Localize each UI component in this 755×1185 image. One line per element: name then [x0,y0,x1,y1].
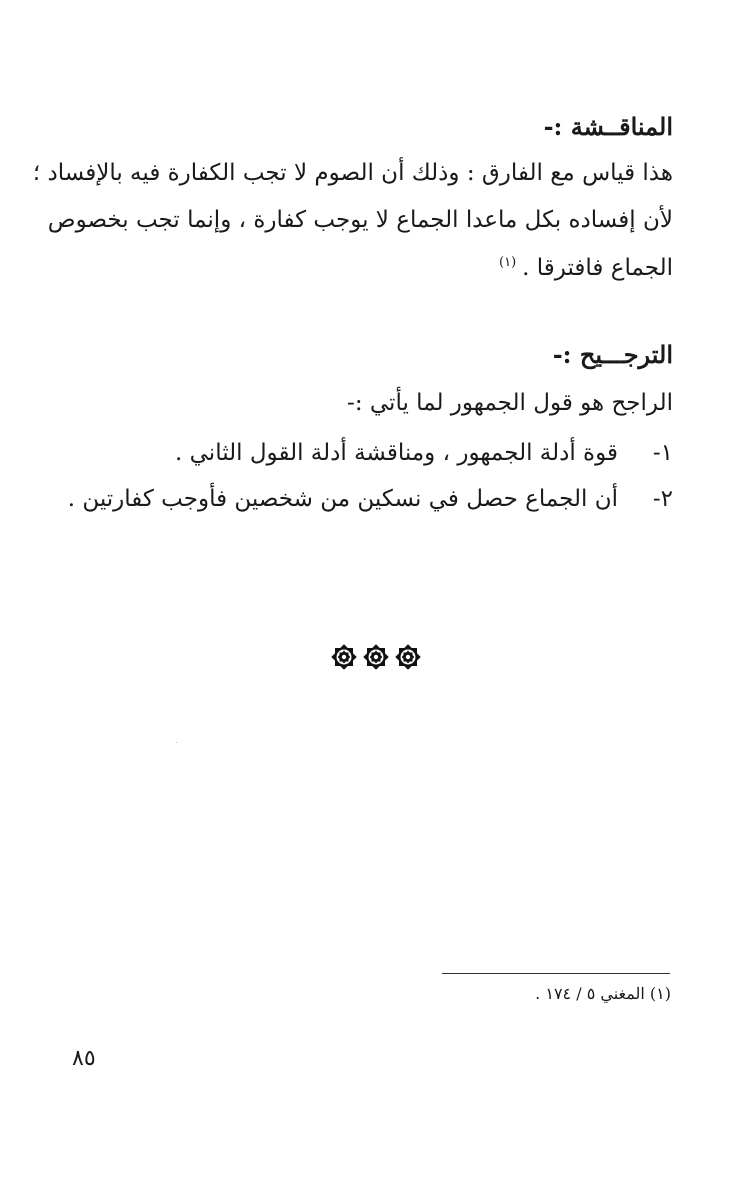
discussion-line-1: هذا قياس مع الفارق : وذلك أن الصوم لا تجب الكفارة فيه بالإفساد ؛ [32,160,673,186]
preference-item-1 [175,440,673,466]
discussion-line-2: لأن إفساده بكل ماعدا الجماع لا يوجب كفارة ، وإنما تجب بخصوص [47,207,673,233]
preference-item-2-text: أن الجماع حصل في نسكين من شخصين فأوجب كفارتين . [67,486,618,512]
preference-heading: الترجـــيح :- [552,340,673,369]
preference-item-1-text: قوة أدلة الجمهور ، ومناقشة أدلة القول الثاني . [175,440,618,466]
section-separator [330,640,422,674]
footnote-rule [442,973,670,974]
discussion-line-3-text: الجماع فافترقا . [522,255,673,281]
discussion-heading: المناقــشة :- [543,112,673,141]
footnote-text: (١) المغني ٥ / ١٧٤ . [535,984,671,1003]
ornament-star-icon [394,643,422,671]
preference-item-2-number: ٢- [652,486,673,512]
scan-speck [176,742,177,743]
preference-item-2 [68,486,673,512]
preference-item-1-number: ١- [652,440,673,466]
preference-intro: الراجح هو قول الجمهور لما يأتي :- [347,390,673,416]
discussion-line-3 [499,255,673,281]
ornament-star-icon [362,643,390,671]
page-number: ٨٥ [72,1046,96,1071]
ornament-star-icon [330,643,358,671]
footnote-reference: (١) [499,255,517,270]
